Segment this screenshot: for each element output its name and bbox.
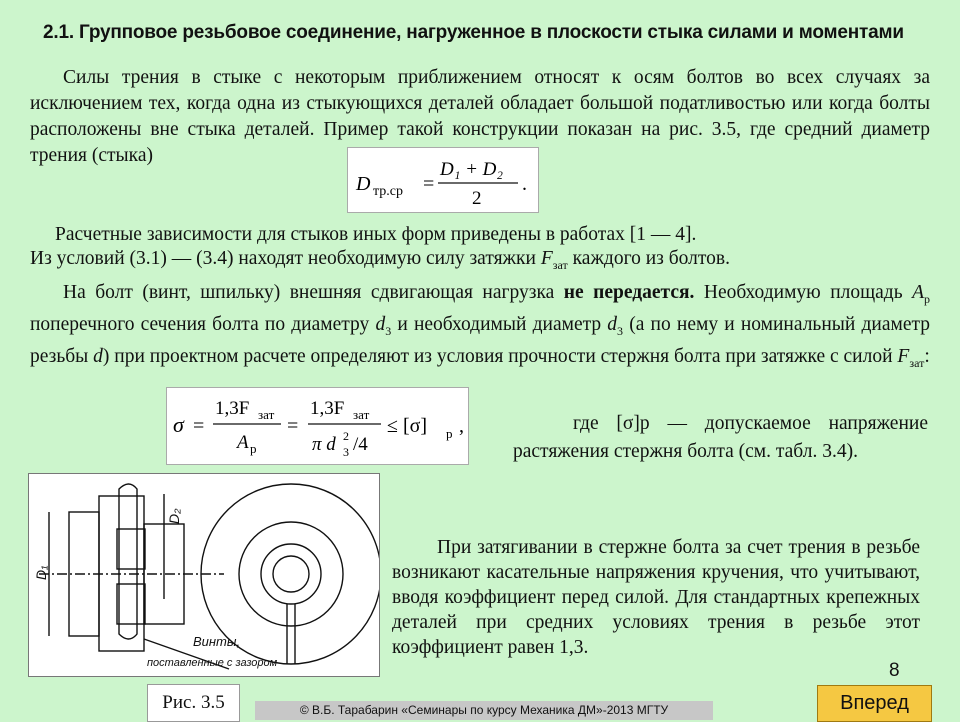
formula2-den2-exp: 2 — [343, 429, 349, 443]
p4-text-g: : — [924, 345, 930, 367]
p4-text-c: поперечного сечения болта по диаметру — [30, 313, 376, 335]
paragraph-allowable-stress: где [σ]р — допускаемое напряжение растяжения стержня болта (см. табл. 3.4). — [513, 413, 928, 462]
formula2-rhs-sub: р — [446, 426, 453, 441]
formula2-den2-tail: /4 — [353, 434, 368, 455]
p3-force-sub: зат — [552, 257, 568, 272]
figure-drawing — [29, 474, 379, 676]
p4-ap-symbol: A — [912, 282, 924, 303]
formula2-den1-sub: р — [250, 441, 257, 456]
p4-ap-sub: р — [924, 291, 930, 306]
paragraph-references: Расчетные зависимости для стыков иных форм приведены в работах [1 — 4]. — [55, 224, 697, 245]
formula2-den2-sub: 3 — [343, 445, 349, 459]
formula2-num2: 1,3F — [310, 398, 345, 419]
p4-text-f: ) при проектном расчете определяют из условия прочности стержня болта при затяжке с силой — [102, 345, 898, 367]
formula2-num1: 1,3F — [215, 398, 250, 419]
p3-text-b: каждого из болтов. — [567, 248, 730, 269]
formula2-eq2: = — [287, 415, 299, 437]
paragraph-preload-force — [30, 246, 910, 278]
fig-nut-upper — [117, 529, 145, 569]
formula1-eq: = — [423, 173, 435, 195]
formula1-lhs: D — [356, 173, 371, 195]
p4-force-sub: зат — [909, 355, 925, 370]
fig-label-d1: D₁ — [33, 565, 49, 580]
fig-bolt-section — [119, 484, 137, 639]
formula1-num: D₁ + D₂ — [440, 159, 503, 180]
paragraph-torsion: При затягивании в стержне болта за счет трения в резьбе возникают касательные напряжения кручения, что учитывают, вводя коэффициент перед силой. Для стандартных крепежных деталей при средних условиях трения в резьбе этот коэффициент равен 1,3. — [392, 537, 920, 658]
footer-credits: © В.Б. Тарабарин «Семинары по курсу Механика ДМ»-2013 МГТУ — [255, 701, 713, 720]
page-number: 8 — [889, 660, 900, 681]
formula1-den: 2 — [472, 188, 482, 209]
formula-friction-diameter — [347, 147, 539, 213]
p4-d3-sub-2: 3 — [617, 323, 624, 338]
slide-title: 2.1. Групповое резьбовое соединение, нагруженное в плоскости стыка силами и моментами — [43, 22, 904, 43]
fig-middle-circle — [239, 522, 343, 626]
fig-bore-circle — [273, 556, 309, 592]
next-button[interactable]: Вперед — [817, 685, 932, 722]
formula1-lhs-sub: тр.ср — [373, 184, 404, 199]
formula2-sub2: зат — [353, 407, 370, 422]
formula2-den2: π d — [312, 434, 336, 455]
figure-3-5 — [28, 473, 380, 677]
p4-bold: не передается. — [563, 282, 695, 303]
fig-label-bolts: Винты, — [193, 634, 241, 649]
fig-label-d2: D₂ — [166, 508, 182, 524]
fig-inner-circle — [261, 544, 321, 604]
p3-text-a: Из условий (3.1) — (3.4) находят необходимую силу затяжки — [30, 248, 541, 269]
fig-nut-lower — [117, 584, 145, 624]
p4-text-a: На болт (винт, шпильку) внешняя сдвигающая нагрузка — [63, 282, 564, 303]
paragraph-friction: Силы трения в стыке с некоторым приближением относят к осям болтов во всех случаях за исключением тех, когда одна из стыкующихся деталей обладает большой податливостью или когда болты расположены вне стыка деталей. Пример такой конструкции показан на рис. 3.5, где средний диаметр трения (стыка) — [30, 67, 930, 166]
p4-d3-sub: 3 — [385, 323, 392, 338]
formula2-den1: A — [237, 432, 249, 453]
p4-text-e: (а по нему и номинальный диаметр резьбы — [30, 313, 930, 367]
p4-force-symbol: F — [897, 345, 910, 367]
p4-d-symbol: d — [93, 345, 103, 367]
p4-d3-symbol: d — [375, 313, 386, 335]
formula-bolt-stress-svg — [167, 388, 468, 464]
formula-friction-diameter-svg — [348, 148, 538, 212]
fig-label-gap: поставленные с зазором — [147, 657, 278, 669]
figure-caption: Рис. 3.5 — [147, 684, 240, 722]
p4-text-d: и необходимый диаметр — [391, 313, 608, 335]
formula2-eq1: = — [193, 415, 205, 437]
p3-force-symbol: F — [540, 248, 553, 269]
paragraph-bolt-area — [30, 280, 930, 376]
formula2-sigma: σ — [173, 412, 184, 437]
formula2-rhs: ≤ [σ] — [387, 415, 428, 437]
formula1-period: . — [522, 173, 527, 195]
formula-bolt-stress — [166, 387, 469, 465]
p4-text-b: Необходимую площадь — [694, 282, 913, 303]
p4-d3-symbol-2: d — [607, 313, 618, 335]
formula2-comma: , — [459, 415, 464, 437]
formula2-sub1: зат — [258, 407, 275, 422]
